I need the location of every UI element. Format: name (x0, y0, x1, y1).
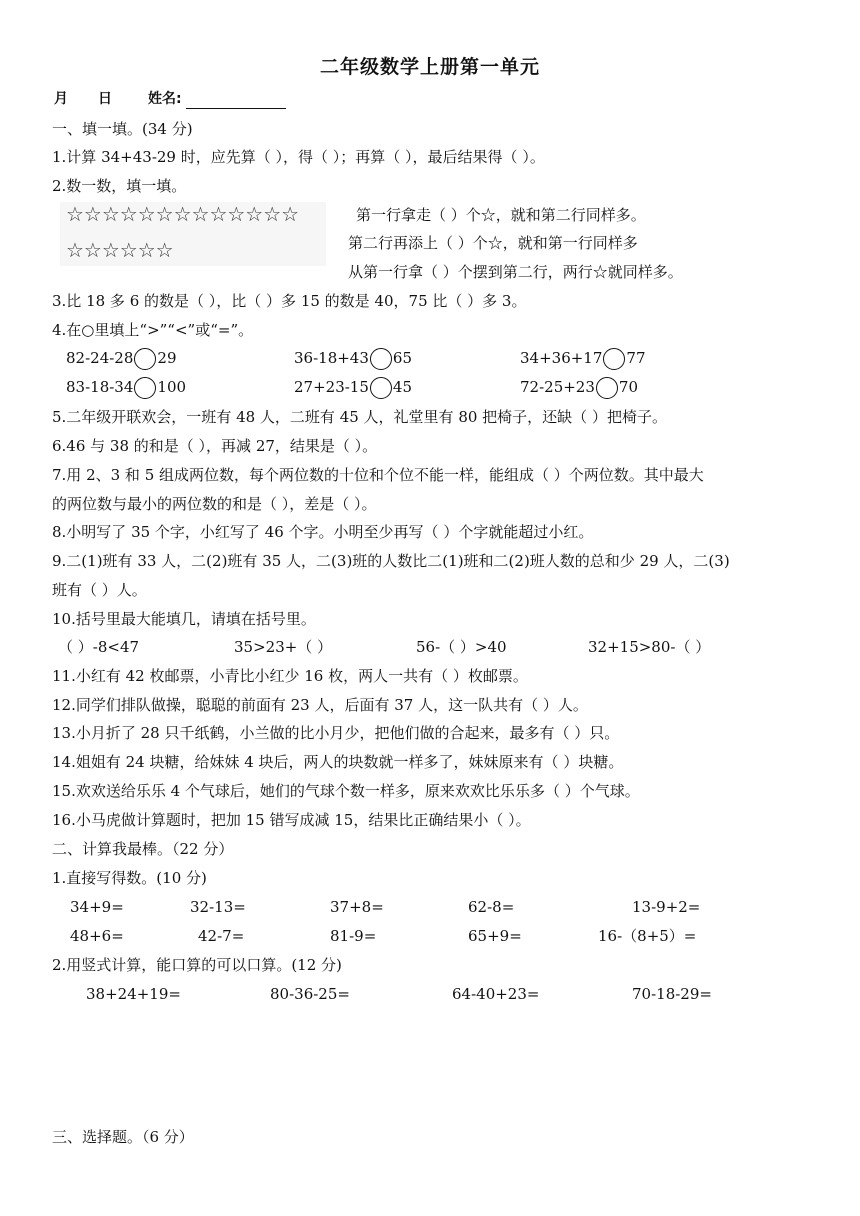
question-2-b: 第二行再添上（ ）个☆，就和第一行同样多 (348, 234, 638, 252)
compare-left: 82-24-28 (66, 349, 134, 367)
compare-circle[interactable] (596, 377, 618, 399)
question-2: 2.数一数，填一填。 (52, 177, 187, 195)
calc-item: 37+8= (330, 898, 384, 916)
vertical-calc-item: 80-36-25= (270, 985, 350, 1003)
section-3-heading: 三、选择题。（6 分） (52, 1128, 194, 1146)
question-11: 11.小红有 42 枚邮票，小青比小红少 16 枚，两人一共有（ ）枚邮票。 (52, 667, 528, 685)
calc-item: 48+6= (70, 927, 124, 945)
question-6: 6.46 与 38 的和是（ ），再减 27，结果是（ ）。 (52, 437, 378, 455)
calc-item: 13-9+2= (632, 898, 701, 916)
question-10: 10.括号里最大能填几，请填在括号里。 (52, 610, 316, 628)
compare-left: 36-18+43 (294, 349, 369, 367)
calc-item: 32-13= (190, 898, 246, 916)
question-7-line-2: 的两位数与最小的两位数的和是（ ），差是（ ）。 (52, 495, 377, 513)
question-9-line-2: 班有（ ）人。 (52, 581, 147, 599)
question-7-line-1: 7.用 2、3 和 5 组成两位数，每个两位数的十位和个位不能一样，能组成（ ）个两位数。其中最大 (52, 466, 704, 484)
question-2-c: 从第一行拿（ ）个摆到第二行，两行☆就同样多。 (348, 263, 683, 281)
compare-circle[interactable] (134, 348, 156, 370)
compare-item (520, 377, 638, 399)
question-9-line-1: 9.二(1)班有 33 人，二(2)班有 35 人，二(3)班的人数比二(1)班和二(2)班人数的总和少 29 人，二(3) (52, 552, 730, 570)
question-2-a: 第一行拿走（ ）个☆，就和第二行同样多。 (356, 206, 646, 224)
question-14: 14.姐姐有 24 块糖，给妹妹 4 块后，两人的块数就一样多了，妹妹原来有（ ）块糖。 (52, 753, 624, 771)
calc-item: 81-9= (330, 927, 377, 945)
calc-item: 65+9= (468, 927, 522, 945)
compare-circle[interactable] (370, 377, 392, 399)
question-13: 13.小月折了 28 只千纸鹤，小兰做的比小月少，把他们做的合起来，最多有（ ）只。 (52, 724, 620, 742)
day-label: 日 (98, 91, 112, 107)
calc-item: 62-8= (468, 898, 515, 916)
compare-left: 83-18-34 (66, 378, 134, 396)
compare-right: 70 (618, 378, 638, 396)
fill-item: 32+15>80-（ ） (588, 638, 711, 656)
compare-item (66, 348, 177, 370)
question-16: 16.小马虎做计算题时，把加 15 错写成减 15，结果比正确结果小（ ）。 (52, 811, 531, 829)
name-label-text: 姓名: (148, 91, 182, 107)
question-1: 1.计算 34+43-29 时，应先算（ ），得（ ）；再算（ ），最后结果得（ ）。 (52, 148, 545, 166)
compare-left: 27+23-15 (294, 378, 369, 396)
section-2-heading: 二、计算我最棒。（22 分） (52, 840, 234, 858)
question-4: 4.在○里填上“>”“<”或“=”。 (52, 321, 254, 339)
calc-item: 42-7= (198, 927, 245, 945)
question-8: 8.小明写了 35 个字，小红写了 46 个字。小明至少再写（ ）个字就能超过小红。 (52, 523, 594, 541)
compare-item (66, 377, 186, 399)
fill-item: （ ）-8<47 (58, 638, 140, 656)
section-1-heading: 一、填一填。(34 分) (52, 120, 193, 138)
calc-item: 16-（8+5）= (598, 927, 697, 945)
name-blank-line[interactable] (186, 93, 286, 109)
compare-right: 100 (157, 378, 187, 396)
compare-circle[interactable] (603, 348, 625, 370)
part-1-heading: 1.直接写得数。(10 分) (52, 869, 207, 887)
name-label (148, 89, 286, 109)
question-12: 12.同学们排队做操，聪聪的前面有 23 人，后面有 37 人，这一队共有（ ）人。 (52, 696, 588, 714)
month-label: 月 (54, 91, 68, 107)
fill-item: 35>23+（ ） (234, 638, 333, 656)
vertical-calc-item: 64-40+23= (452, 985, 540, 1003)
compare-circle[interactable] (134, 377, 156, 399)
compare-right: 45 (392, 378, 412, 396)
compare-left: 34+36+17 (520, 349, 603, 367)
compare-right: 65 (392, 349, 412, 367)
page-title: 二年级数学上册第一单元 (319, 56, 540, 78)
question-3: 3.比 18 多 6 的数是（ ），比（ ）多 15 的数是 40，75 比（ ）多 3。 (52, 292, 527, 310)
part-2-heading: 2.用竖式计算，能口算的可以口算。(12 分) (52, 956, 342, 974)
compare-item (294, 348, 412, 370)
vertical-calc-item: 70-18-29= (632, 985, 712, 1003)
question-15: 15.欢欢送给乐乐 4 个气球后，她们的气球个数一样多，原来欢欢比乐乐多（ ）个气球。 (52, 782, 640, 800)
compare-item (294, 377, 412, 399)
compare-right: 29 (157, 349, 177, 367)
compare-right: 77 (626, 349, 646, 367)
compare-left: 72-25+23 (520, 378, 595, 396)
stars-row-1: ☆☆☆☆☆☆☆☆☆☆☆☆☆ (66, 202, 300, 226)
fill-item: 56-（ ）>40 (416, 638, 507, 656)
stars-row-2: ☆☆☆☆☆☆ (66, 238, 174, 262)
compare-circle[interactable] (370, 348, 392, 370)
vertical-calc-item: 38+24+19= (86, 985, 181, 1003)
calc-item: 34+9= (70, 898, 124, 916)
compare-item (520, 348, 646, 370)
question-5: 5.二年级开联欢会，一班有 48 人，二班有 45 人，礼堂里有 80 把椅子，还缺（ ）把椅子。 (52, 408, 667, 426)
